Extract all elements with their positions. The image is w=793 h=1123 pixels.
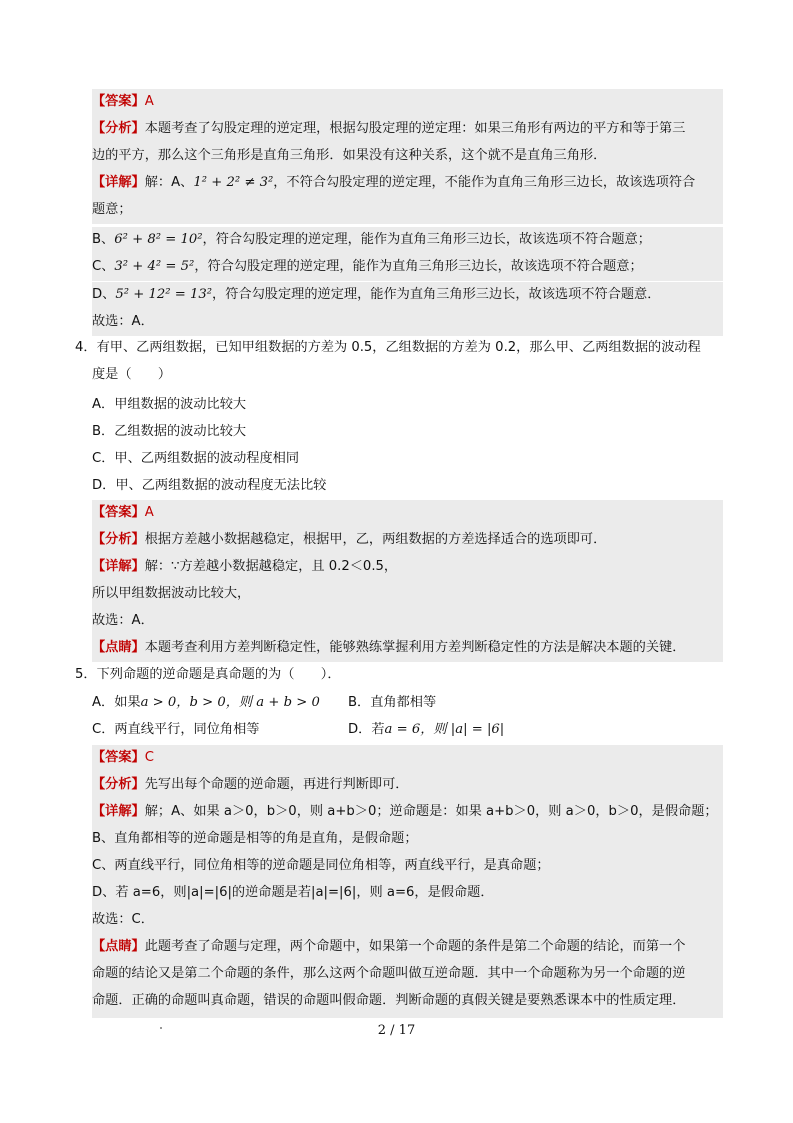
detail-line-b	[92, 826, 723, 853]
detail-tag: 【详解】	[92, 559, 145, 574]
formula: 5² + 12² = 13²	[115, 287, 213, 302]
question-number: 5．	[75, 667, 97, 682]
detail-line-d	[92, 282, 723, 309]
detail-line-b	[92, 227, 723, 254]
detail-tag: 【详解】	[92, 175, 145, 190]
detail-text: 所以甲组数据波动比较大，	[92, 586, 251, 601]
comment-text: 命题的结论又是第二个命题的条件，那么这两个命题叫做互逆命题．其中一个命题称为另一个命题的逆	[92, 966, 686, 981]
question-text: 下列命题的逆命题是真命题的为（ ）．	[96, 667, 341, 682]
answer-line-q3	[92, 89, 723, 116]
detail-prefix: B、	[92, 232, 115, 247]
analysis-text: 先写出每个命题的逆命题，再进行判断即可．	[144, 777, 409, 792]
detail-prefix: 解：A、	[144, 175, 194, 190]
option-c: C．两直线平行，同位角相等	[92, 722, 260, 737]
detail-text: B、直角都相等的逆命题是相等的角是直角，是假命题；	[92, 831, 418, 846]
formula: a > 0，b > 0，则 a + b > 0	[140, 695, 320, 710]
analysis-text: 边的平方，那么这个三角形是直角三角形．如果没有这种关系，这个就不是直角三角形．	[92, 148, 607, 163]
formula: a = 6，则 |a| = |6|	[384, 722, 505, 737]
choice-text: 故选：C．	[92, 912, 154, 927]
question-4-stem-cont	[92, 362, 171, 388]
page-number: 2 / 17	[377, 1023, 416, 1038]
detail-text: 题意；	[92, 202, 132, 217]
detail-line-a	[92, 170, 723, 197]
analysis-text: 根据方差越小数据越稳定，根据甲，乙，两组数据的方差选择适合的选项即可．	[144, 532, 607, 547]
analysis-line	[92, 772, 723, 799]
choice-text: 故选：A．	[92, 613, 154, 628]
answer-value: A	[144, 505, 154, 520]
answer-tag: 【答案】	[92, 94, 145, 109]
answer-tag: 【答案】	[92, 505, 145, 520]
detail-prefix: C、	[92, 259, 115, 274]
analysis-line	[92, 527, 723, 554]
comment-line-2	[92, 961, 723, 988]
formula: 3² + 4² = 5²	[114, 259, 195, 274]
formula: 6² + 8² = 10²	[114, 232, 203, 247]
choice-line	[92, 608, 723, 635]
detail-line-2	[92, 581, 723, 608]
detail-text: D、若 a=6，则|a|=|6|的逆命题是若|a|=|6|，则 a=6，是假命题．	[92, 885, 494, 900]
detail-line-d	[92, 880, 723, 907]
comment-tag: 【点睛】	[92, 939, 145, 954]
question-5-stem	[75, 662, 341, 688]
choice-text: 故选：A．	[92, 314, 154, 329]
comment-text: 命题．正确的命题叫真命题，错误的命题叫假命题．判断命题的真假关键是要熟悉课本中的性质定理．	[92, 993, 686, 1008]
detail-line-a	[92, 799, 723, 826]
comment-line-1	[92, 934, 723, 961]
comment-tag: 【点睛】	[92, 640, 145, 655]
comment-line-3	[92, 988, 723, 1018]
question-text: 度是（ ）	[92, 367, 172, 382]
answer-value: A	[144, 94, 154, 109]
detail-prefix: D、	[92, 287, 116, 302]
choice-line	[92, 907, 723, 934]
answer-tag: 【答案】	[92, 750, 145, 765]
comment-line	[92, 635, 723, 662]
option-a: A．甲组数据的波动比较大	[92, 397, 247, 412]
analysis-tag: 【分析】	[92, 777, 145, 792]
detail-line-c	[92, 853, 723, 880]
option-a	[92, 690, 320, 716]
option-b: B．乙组数据的波动比较大	[92, 424, 247, 439]
detail-text: 解：∵方差越小数据越稳定，且 0.2＜0.5，	[144, 559, 398, 574]
detail-line-a-cont	[92, 197, 723, 224]
analysis-tag: 【分析】	[92, 121, 145, 136]
option-c: C．甲、乙两组数据的波动程度相同	[92, 451, 300, 466]
option-d: D．甲、乙两组数据的波动程度无法比较	[92, 478, 327, 493]
answer-line-q5	[92, 745, 723, 772]
detail-text: 解；A、如果 a＞0，b＞0，则 a+b＞0；逆命题是：如果 a+b＞0，则 a＞0，b＞0，是假命题；	[144, 804, 718, 819]
analysis-line-1	[92, 116, 723, 143]
analysis-line-2	[92, 143, 723, 170]
detail-text: C、两直线平行，同位角相等的逆命题是同位角相等，两直线平行，是真命题；	[92, 858, 550, 873]
comment-text: 此题考查了命题与定理，两个命题中，如果第一个命题的条件是第二个命题的结论，而第一个	[144, 939, 686, 954]
detail-line-c	[92, 254, 723, 281]
question-4-stem	[75, 335, 701, 361]
option-prefix: A．如果	[92, 695, 141, 710]
option-prefix: D．若	[348, 722, 385, 737]
formula: 1² + 2² ≠ 3²	[193, 175, 274, 190]
choice-line	[92, 309, 723, 336]
answer-line-q4	[92, 500, 723, 527]
option-d	[348, 717, 504, 743]
answer-value: C	[144, 750, 154, 765]
detail-line-1	[92, 554, 723, 581]
comment-text: 本题考查利用方差判断稳定性，能够熟练掌握利用方差判断稳定性的方法是解决本题的关键．	[144, 640, 686, 655]
detail-text: ，符合勾股定理的逆定理，能作为直角三角形三边长，故该选项不符合题意．	[212, 287, 661, 302]
analysis-tag: 【分析】	[92, 532, 145, 547]
analysis-text: 本题考查了勾股定理的逆定理，根据勾股定理的逆定理：如果三角形有两边的平方和等于第三	[144, 121, 686, 136]
question-number: 4．	[75, 340, 97, 355]
detail-tag: 【详解】	[92, 804, 145, 819]
question-text: 有甲、乙两组数据，已知甲组数据的方差为 0.5，乙组数据的方差为 0.2，那么甲、乙两组数据的波动程	[96, 340, 701, 355]
detail-text: ，符合勾股定理的逆定理，能作为直角三角形三边长，故该选项不符合题意；	[202, 232, 651, 247]
detail-text: ，不符合勾股定理的逆定理，不能作为直角三角形三边长，故该选项符合	[273, 175, 696, 190]
detail-text: ，符合勾股定理的逆定理，能作为直角三角形三边长，故该选项不符合题意；	[194, 259, 643, 274]
option-b: B．直角都相等	[348, 695, 437, 710]
